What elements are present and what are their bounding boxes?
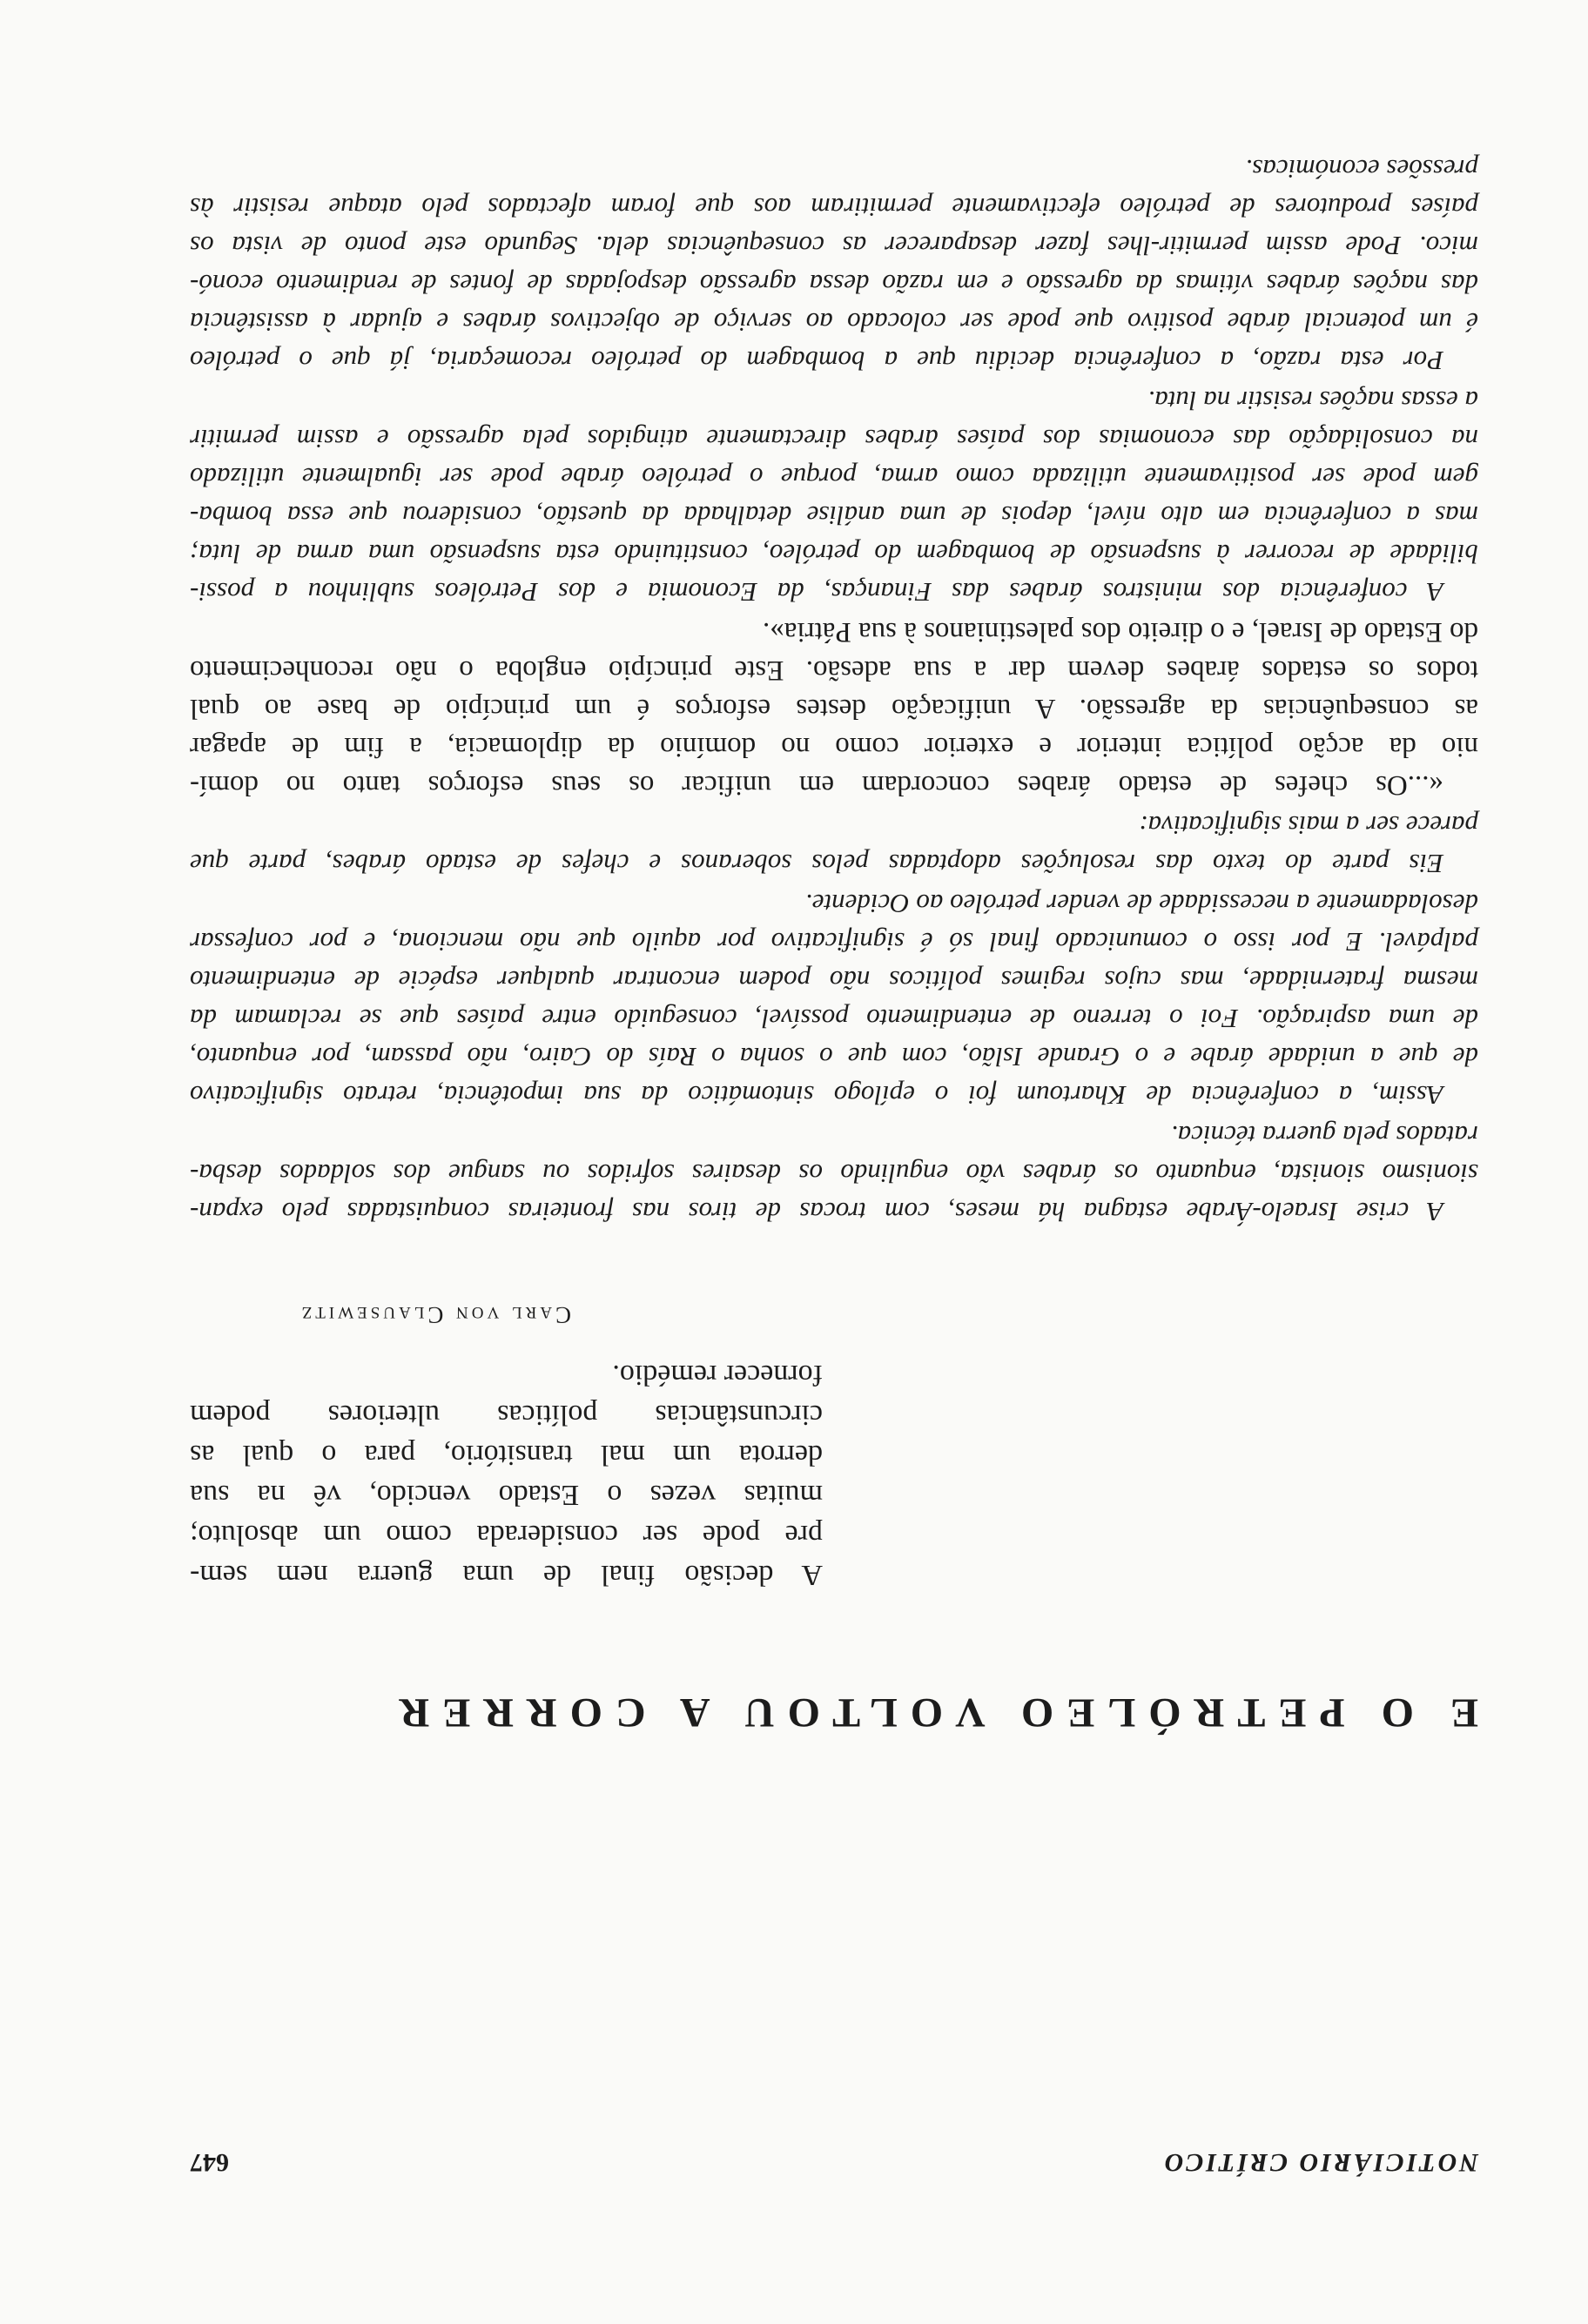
article-title: E O PETRÓLEO VOLTOU A CORRER bbox=[386, 1689, 1478, 1736]
quoted-resolution bbox=[190, 613, 1478, 804]
paragraph bbox=[190, 150, 1478, 379]
epigraph-line: fornecer remédio. bbox=[612, 1359, 823, 1391]
body-line: mesma fraternidade, mas cujos regimes políticos não podem encontrar qualquer espécie de entendimento bbox=[190, 965, 1478, 996]
paragraph bbox=[190, 381, 1478, 611]
body-line: bilidade de recorrer à suspensão de bombagem do petróleo, constituindo esta suspensão uma arma de luta; bbox=[190, 539, 1478, 569]
body-line: Por esta razão, a conferência decidiu que a bombagem do petróleo recomeçaria, já que o petróleo bbox=[190, 346, 1443, 376]
body-line: ratados pela guerra técnica. bbox=[1170, 1120, 1478, 1151]
epigraph-line: pre pode ser considerada como um absoluto; bbox=[190, 1519, 823, 1551]
body-line: palpável. E por isso o comunicado final só é significativo por aquilo que não menciona, e por confessar bbox=[190, 927, 1478, 957]
body-line: do Estado de Israel, e o direito dos palestinianos à sua Pátria». bbox=[762, 616, 1478, 648]
body-line: nio da acção política interior e exterior como no domínio da diplomacia, a fim de apagar bbox=[190, 731, 1478, 762]
running-header bbox=[190, 2145, 1478, 2180]
body-line: as consequências da agressão. A unificação destes esforços é um princípio de base ao qual bbox=[190, 693, 1478, 724]
body-line: sionismo sionista, enquanto os árabes vão engulindo os desaires sofridos ou sangue dos soldados desba- bbox=[190, 1159, 1478, 1189]
body-line: das nações árabes vítimas da agressão e em razão dessa agressão despojadas de fontes de rendimento econó- bbox=[190, 269, 1478, 299]
epigraph-line: derrota um mal transitório, para o qual as bbox=[190, 1439, 823, 1471]
body-line: a essas nações resistir na luta. bbox=[1147, 386, 1478, 416]
body-line: pressões económicas. bbox=[1245, 154, 1478, 185]
section-name: NOTICIÁRIO CRÍTICO bbox=[1161, 2148, 1478, 2177]
body-line: mas a conferência em alto nível, depois de uma análise detalhada da questão, considerou que essa bomba- bbox=[190, 500, 1478, 531]
epigraph-line: muitas vezes o Estado vencido, vê na sua bbox=[190, 1479, 823, 1511]
paragraph bbox=[190, 884, 1478, 1114]
body-line: de que a unidade árabe e o Grande Islão, com que o sonha o Raís do Cairo, não passam, por enquanto, bbox=[190, 1042, 1478, 1072]
body-line: gem pode ser positivamente utilizada como arma, porque o petróleo árabe pode ser igualmente utilizado bbox=[190, 462, 1478, 493]
body-line: «...Os chefes de estado árabes concordam em unificar os seus esforços tanto no domí- bbox=[190, 769, 1443, 801]
body-line: A conferência dos ministros árabes das Finanças, da Economia e dos Petróleos sublinhou a possi- bbox=[190, 577, 1443, 608]
epigraph bbox=[190, 1354, 823, 1595]
paragraph bbox=[190, 806, 1478, 883]
body-line: A crise Israelo-Árabe estagna há meses, com trocas de tiros nas fronteiras conquistadas pelo expan- bbox=[190, 1197, 1443, 1227]
body-line: todos os estados árabes devem dar a sua adesão. Este princípio engloba o não reconhecimento bbox=[190, 655, 1478, 686]
body-line: é um potencial árabe positivo que pode ser colocado ao serviço de objectivos árabes e ajudar à assistência bbox=[190, 307, 1478, 338]
paragraph bbox=[190, 1116, 1478, 1231]
body-line: de uma aspiração. Foi o terreno de entendimento possível, conseguido entre países que se reclamam da bbox=[190, 1004, 1478, 1034]
page-number: 647 bbox=[190, 2148, 229, 2177]
body-line: desoladamente a necessidade de vender petróleo ao Ocidente. bbox=[804, 889, 1478, 919]
body-line: na consolidação das economias dos países árabes directamente atingidos pela agressão e assim permitir bbox=[190, 424, 1478, 454]
body-line: Eis parte do texto das resoluções adoptadas pelos soberanos e chefes de estado árabes, parte que bbox=[190, 849, 1443, 879]
body-line: mico. Pode assim permitir-lhes fazer desaparecer as consequências dela. Segundo este ponto de vista os bbox=[190, 231, 1478, 261]
body-line: Assim, a conferência de Khartoum foi o epílogo sintomático da sua impotência, retrato significativo bbox=[190, 1080, 1443, 1111]
article-body bbox=[190, 150, 1478, 1231]
epigraph-line: A decisão final de uma guerra nem sem- bbox=[190, 1559, 823, 1591]
body-line: países produtores de petróleo efectivamente permitiram aos que foram afectados pelo ataque resistir às bbox=[190, 192, 1478, 223]
epigraph-author: Carl von Clausewitz bbox=[298, 1302, 571, 1328]
epigraph-line: circunstâncias políticas ulteriores podem bbox=[190, 1399, 823, 1431]
body-line: parece ser a mais significativa: bbox=[1139, 810, 1478, 841]
